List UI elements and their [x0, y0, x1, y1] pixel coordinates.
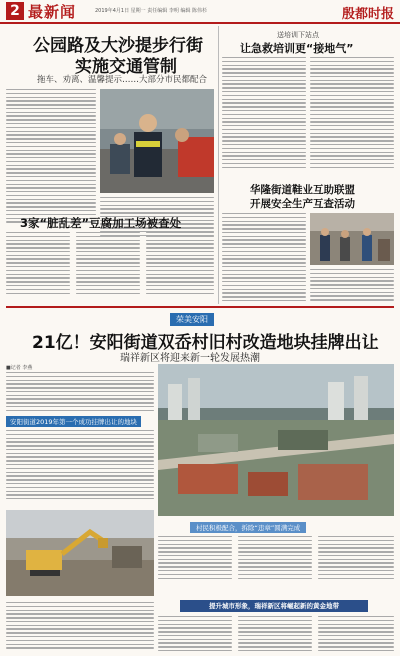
story3-body-left: [222, 213, 306, 304]
story1-subhead: 拖车、劝离、温馨提示……大部分市民都配合: [37, 75, 208, 85]
story4-body-col2: [76, 232, 140, 296]
story3-headline-1: 华隆街道鞋业互助联盟: [250, 184, 355, 196]
police-photo: [100, 89, 214, 193]
story1-headline-2: 实施交通管制: [75, 57, 177, 77]
inspection-photo: [310, 213, 394, 265]
excavator-photo: [6, 510, 154, 596]
feature-sub-box-body: [6, 430, 154, 502]
feature-headline: 21亿！安阳街道双岙村旧村改造地块挂牌出让: [32, 333, 379, 353]
section-c-body-col2: [238, 616, 312, 654]
section-b-body-col3: [318, 536, 394, 581]
story4-headline: 3家“脏乱差”豆腐加工场被查处: [20, 216, 182, 230]
aerial-photo: [158, 364, 394, 516]
feature-top-rule: [6, 306, 394, 308]
section-b-body-col1: [158, 536, 232, 581]
feature-byline: ■记者 李燕: [6, 365, 33, 371]
story2-body-right: [310, 57, 394, 170]
story2-kicker: 送培训下站点: [277, 31, 319, 39]
section-name: 最新闻: [28, 3, 77, 21]
section-b-body-col2: [238, 536, 312, 581]
story2-headline: 让急救培训更“接地气”: [240, 42, 354, 55]
story2-body-left: [222, 57, 306, 170]
story4-body-col1: [6, 232, 70, 296]
date-line: 2019年4月1日 星期一 责任编辑 李明 编辑 陈伟杉: [95, 8, 208, 14]
feature-subhead: 瑞祥新区将迎来新一轮发展热潮: [120, 353, 260, 364]
section-b-title: 村民积极配合，拆除“违章”圆满完成: [190, 522, 306, 533]
feature-intro: [6, 372, 154, 414]
story4-body-col3: [146, 232, 214, 296]
story1-body-col1: [6, 89, 96, 225]
feature-sub-box-title: 安阳街道2019年第一个成功挂牌出让的地块: [6, 416, 141, 427]
story3-body-right: [310, 269, 394, 303]
section-c-title: 提升城市形象，瑞祥新区将崛起新的黄金地带: [180, 600, 368, 612]
section-c-body-col1: [158, 616, 232, 654]
feature-bottom-left: [6, 602, 154, 651]
page-number: 2: [6, 2, 24, 20]
feature-banner: 荣美安阳: [170, 313, 214, 326]
story3-headline-2: 开展安全生产互查活动: [250, 198, 355, 210]
column-divider: [218, 26, 219, 304]
story1-headline-1: 公园路及大沙提步行街: [33, 36, 203, 56]
masthead: [0, 0, 400, 24]
paper-logo: 殷都时报: [341, 7, 394, 22]
section-c-body-col3: [318, 616, 394, 654]
